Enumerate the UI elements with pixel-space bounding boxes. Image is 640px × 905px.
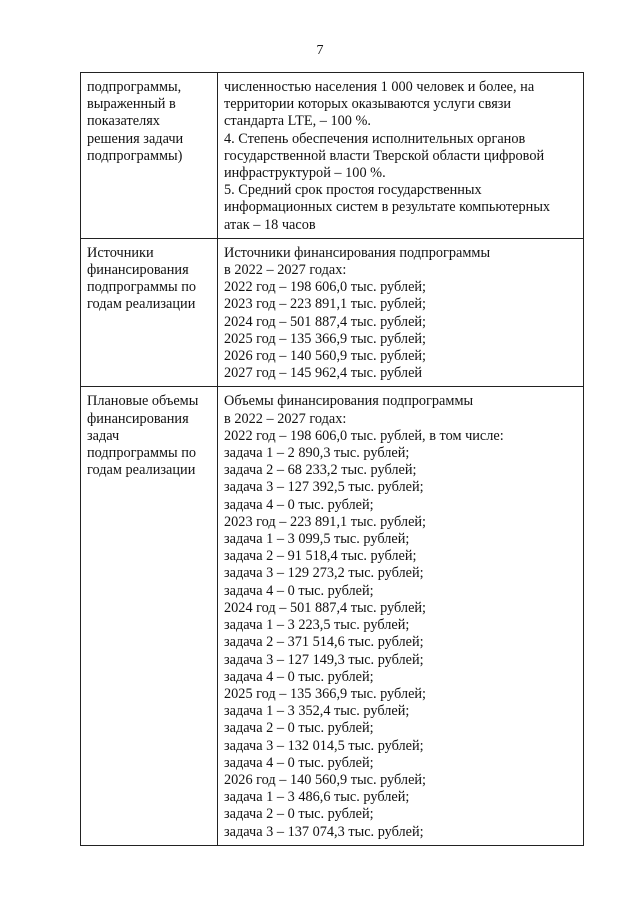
row-label-cell xyxy=(81,387,218,845)
content-line: 4. Степень обеспечения исполнительных органов xyxy=(224,130,526,147)
page-number: 7 xyxy=(316,43,324,58)
content-line: государственной власти Тверской области цифровой xyxy=(224,147,545,164)
content-line: задача 2 – 68 233,2 тыс. рублей; xyxy=(224,462,417,479)
table-row xyxy=(81,238,584,387)
content-line: территории которых оказываются услуги связи xyxy=(224,96,512,113)
content-line: в 2022 – 2027 годах: xyxy=(224,410,347,427)
content-line: задача 3 – 127 392,5 тыс. рублей; xyxy=(224,479,424,496)
table-row xyxy=(81,73,584,239)
content-line: задача 2 – 0 тыс. рублей; xyxy=(224,720,374,737)
content-line: атак – 18 часов xyxy=(224,216,316,233)
content-line: 2022 год – 198 606,0 тыс. рублей; xyxy=(224,279,427,296)
label-line: финансирования xyxy=(87,262,189,279)
row-label-cell xyxy=(81,238,218,387)
label-line: Источники xyxy=(87,244,154,261)
content-line: задача 2 – 371 514,6 тыс. рублей; xyxy=(224,634,424,651)
content-line: задача 4 – 0 тыс. рублей; xyxy=(224,668,374,685)
label-line: задач xyxy=(87,427,120,444)
content-line: 2024 год – 501 887,4 тыс. рублей; xyxy=(224,599,427,616)
content-line: 2026 год – 140 560,9 тыс. рублей; xyxy=(224,348,427,365)
content-line: численностью населения 1 000 человек и более, на xyxy=(224,79,535,95)
content-line: 2026 год – 140 560,9 тыс. рублей; xyxy=(224,771,427,788)
content-line: Объемы финансирования подпрограммы xyxy=(224,393,474,410)
content-line: стандарта LTE, – 100 %. xyxy=(224,113,371,130)
label-line: подпрограммы по xyxy=(87,279,197,296)
content-line: задача 4 – 0 тыс. рублей; xyxy=(224,582,374,599)
label-line: показателях xyxy=(87,113,160,130)
program-passport-table xyxy=(80,72,584,846)
label-line: подпрограммы) xyxy=(87,147,183,164)
label-line: Плановые объемы xyxy=(87,393,199,410)
content-line: инфраструктурой – 100 %. xyxy=(224,165,386,182)
row-content-cell xyxy=(218,73,584,239)
label-line: годам реализации xyxy=(87,462,196,479)
content-line: информационных систем в результате компьютерных xyxy=(224,199,551,216)
label-line: выраженный в xyxy=(87,96,176,113)
content-line: задача 3 – 137 074,3 тыс. рублей; xyxy=(224,823,424,840)
row-content-cell xyxy=(218,238,584,387)
label-line: годам реализации xyxy=(87,296,196,313)
content-line: Источники финансирования подпрограммы xyxy=(224,244,491,261)
content-line: задача 2 – 0 тыс. рублей; xyxy=(224,806,374,823)
content-line: 5. Средний срок простоя государственных xyxy=(224,182,482,199)
label-line: решения задачи xyxy=(87,130,184,147)
label-line: подпрограммы по xyxy=(87,445,197,462)
label-line: подпрограммы, xyxy=(87,79,182,95)
content-line: задача 3 – 132 014,5 тыс. рублей; xyxy=(224,737,424,754)
content-line: задача 1 – 3 486,6 тыс. рублей; xyxy=(224,789,410,806)
content-line: 2025 год – 135 366,9 тыс. рублей; xyxy=(224,330,427,347)
content-line: 2023 год – 223 891,1 тыс. рублей; xyxy=(224,296,427,313)
content-line: 2023 год – 223 891,1 тыс. рублей; xyxy=(224,513,427,530)
content-line: задача 1 – 3 099,5 тыс. рублей; xyxy=(224,531,410,548)
content-line: 2027 год – 145 962,4 тыс. рублей xyxy=(224,365,423,382)
content-line: задача 1 – 3 352,4 тыс. рублей; xyxy=(224,703,410,720)
table-row xyxy=(81,387,584,845)
content-line: задача 1 – 3 223,5 тыс. рублей; xyxy=(224,617,410,634)
content-line: задача 4 – 0 тыс. рублей; xyxy=(224,496,374,513)
content-line: задача 4 – 0 тыс. рублей; xyxy=(224,754,374,771)
row-label-cell xyxy=(81,73,218,239)
content-line: задача 3 – 129 273,2 тыс. рублей; xyxy=(224,565,424,582)
content-line: задача 1 – 2 890,3 тыс. рублей; xyxy=(224,445,410,462)
content-line: 2022 год – 198 606,0 тыс. рублей, в том числе: xyxy=(224,427,504,444)
content-line: 2025 год – 135 366,9 тыс. рублей; xyxy=(224,685,427,702)
label-line: финансирования xyxy=(87,410,189,427)
content-line: в 2022 – 2027 годах: xyxy=(224,262,347,279)
content-line: задача 2 – 91 518,4 тыс. рублей; xyxy=(224,548,417,565)
row-content-cell xyxy=(218,387,584,845)
content-line: 2024 год – 501 887,4 тыс. рублей; xyxy=(224,313,427,330)
content-line: задача 3 – 127 149,3 тыс. рублей; xyxy=(224,651,424,668)
